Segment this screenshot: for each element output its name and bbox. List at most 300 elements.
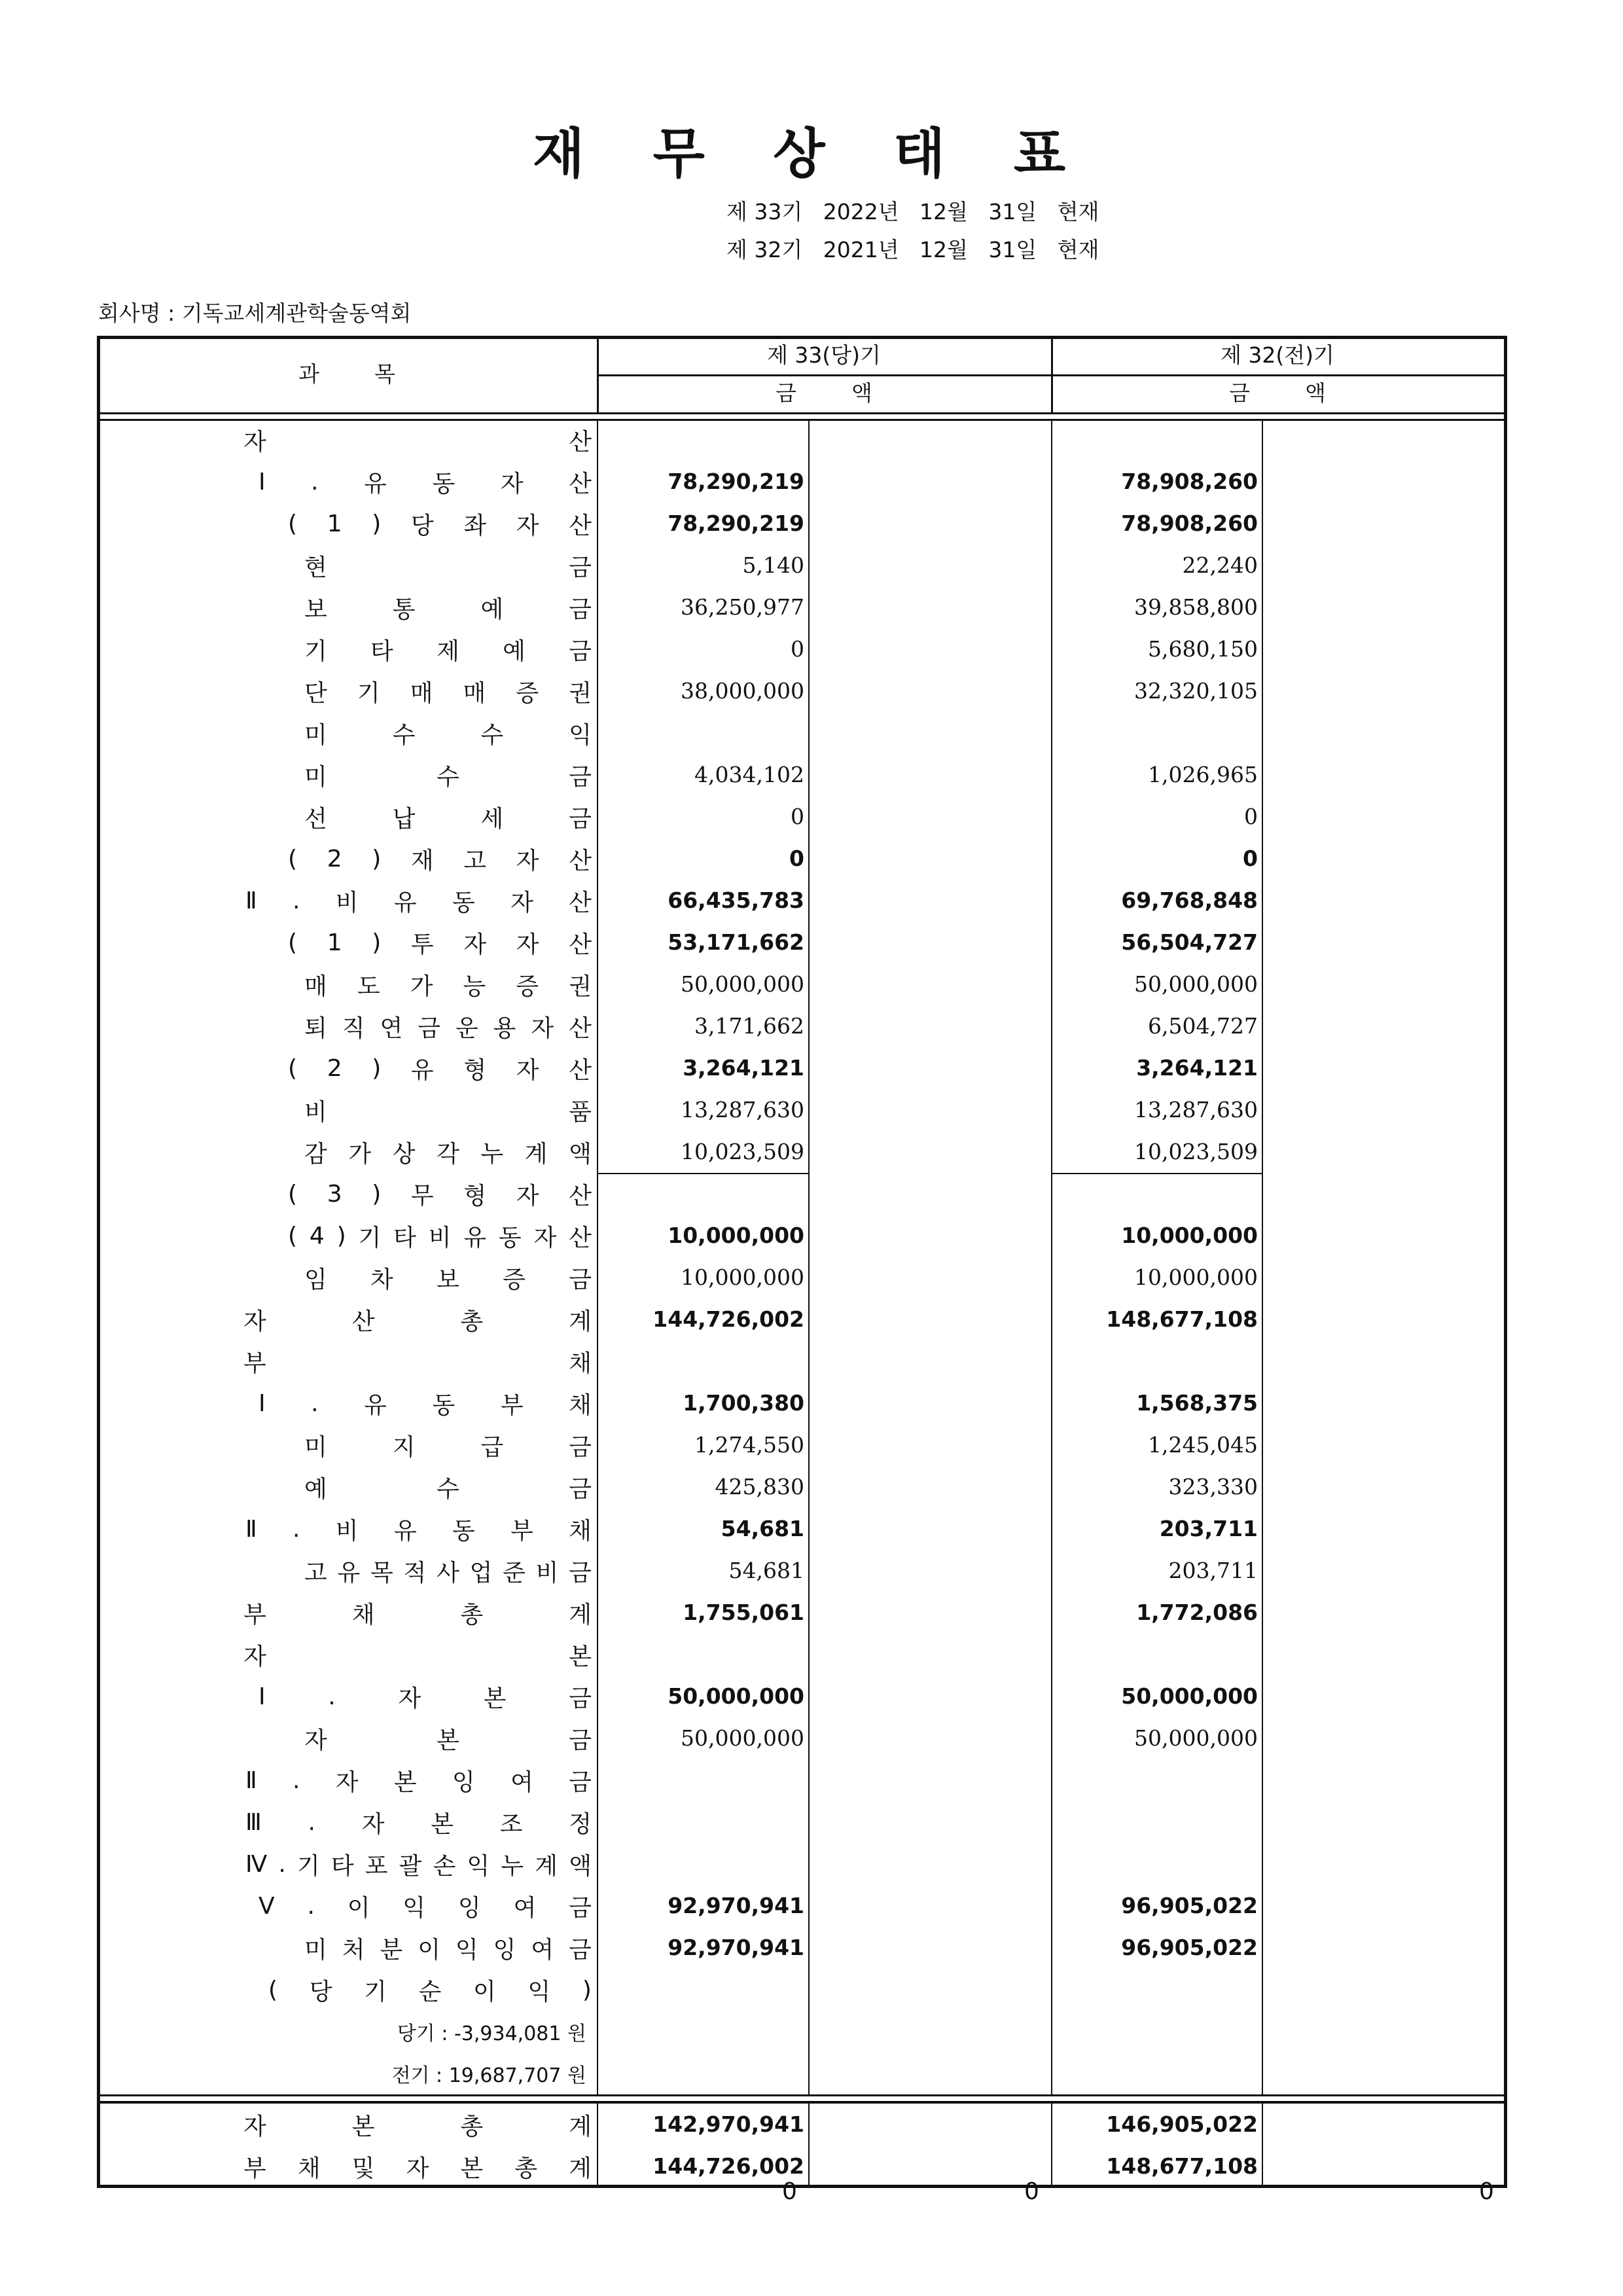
account-label (304, 1927, 592, 1969)
label-char: 기 (358, 1224, 382, 1251)
label-char: 동 (452, 889, 475, 916)
prior-amount: 1,245,045 (1148, 1432, 1258, 1458)
label-char: 부 (243, 1350, 266, 1377)
current-amount: 54,681 (721, 1516, 804, 1541)
label-char: 본 (569, 1643, 592, 1670)
label-char: 권 (569, 679, 592, 707)
current-amount: 5,140 (742, 552, 804, 578)
current-amount (597, 419, 804, 461)
label-char: 수 (392, 721, 416, 749)
column-line (1262, 419, 1263, 2094)
label-char: 누 (501, 1852, 524, 1880)
account-label (288, 922, 592, 963)
label-char: ( (288, 510, 298, 537)
label-char: 자 (516, 931, 539, 958)
label-char: 이 (347, 1894, 370, 1922)
label-char: Ⅲ (245, 1808, 262, 1836)
current-amount: 144,726,002 (652, 2153, 804, 2179)
prior-amount: 10,000,000 (1121, 1223, 1258, 1248)
account-label (304, 1131, 592, 1173)
label-char: 금 (569, 1685, 592, 1712)
label-char: 증 (516, 973, 539, 1000)
current-amount (597, 1634, 804, 1676)
label-char: 수 (437, 763, 459, 791)
prior-amount: 56,504,727 (1121, 929, 1258, 955)
label-char: 본 (437, 1727, 459, 1754)
label-char: 여 (510, 1768, 533, 1796)
account-label (259, 1885, 592, 1927)
account-label (304, 796, 592, 838)
label-char: ) (372, 1054, 382, 1082)
current-amount: 50,000,000 (681, 1725, 804, 1751)
label-char: 여 (531, 1936, 554, 1964)
current-amount: 10,023,509 (681, 1139, 804, 1164)
label-char: 산 (569, 889, 592, 916)
current-amount: 36,250,977 (681, 594, 804, 620)
prior-amount (1051, 1801, 1258, 1843)
label-char: 동 (432, 470, 455, 497)
label-char: 이 (473, 1978, 496, 2005)
label-char: 자 (304, 1727, 327, 1754)
account-label (288, 1173, 592, 1215)
current-amount: 0 (791, 804, 804, 829)
account-label (288, 1047, 592, 1089)
label-char: 사 (437, 1559, 459, 1587)
current-amount: 92,970,941 (668, 1935, 804, 1960)
label-char: 가 (348, 1140, 372, 1168)
current-amount: 38,000,000 (681, 678, 804, 704)
prior-period-header: 제 32(전)기 (1221, 342, 1334, 368)
prior-amount: 69,768,848 (1121, 888, 1258, 913)
label-char: 수 (437, 1475, 459, 1503)
label-char: 타 (370, 637, 393, 665)
label-char: 산 (569, 1182, 592, 1210)
prior-amount: 50,000,000 (1134, 971, 1258, 997)
label-char: 잉 (493, 1936, 516, 1964)
label-char: 산 (569, 1224, 592, 1251)
prior-amount (1051, 2011, 1258, 2053)
label-char: 익 (467, 1852, 490, 1880)
label-char: 자 (463, 931, 487, 958)
label-char: 부 (243, 2155, 266, 2182)
label-char: 예 (480, 596, 504, 623)
label-char: 제 (437, 637, 459, 665)
label-char: 동 (452, 1517, 475, 1545)
label-char: . (307, 1892, 315, 1920)
current-amount: 78,290,219 (668, 469, 804, 494)
label-char: 본 (483, 1685, 507, 1712)
label-char: 자 (243, 1308, 266, 1335)
label-char: 금 (569, 1936, 592, 1964)
label-char: 여 (513, 1894, 537, 1922)
label-char: 기 (296, 1852, 320, 1880)
label-char: 계 (535, 1852, 558, 1880)
label-char: . (328, 1683, 336, 1710)
label-char: 증 (503, 1266, 526, 1293)
account-label (304, 963, 592, 1005)
account-label (245, 1759, 592, 1801)
prior-amount (1051, 1173, 1258, 1215)
current-amount: 92,970,941 (668, 1893, 804, 1918)
account-label (259, 1676, 592, 1717)
label-char: 누 (480, 1140, 504, 1168)
label-char: 분 (380, 1936, 403, 1964)
label-char: 자 (361, 1810, 385, 1838)
label-char: 좌 (463, 512, 487, 539)
label-char: 괄 (399, 1852, 422, 1880)
label-char: Ⅰ (259, 1390, 266, 1417)
label-char: 금 (569, 805, 592, 833)
label-char: 기 (304, 637, 327, 665)
label-char: Ⅱ (245, 1515, 257, 1543)
label-char: 정 (569, 1810, 592, 1838)
label-char: Ⅱ (245, 1767, 257, 1794)
label-char: 비 (335, 889, 359, 916)
label-char: 이 (418, 1936, 440, 1964)
label-char: 동 (498, 1224, 522, 1251)
label-char: 비 (335, 1517, 359, 1545)
label-char: 산 (351, 1308, 375, 1335)
current-amount: 4,034,102 (694, 762, 804, 787)
label-char: 금 (569, 1475, 592, 1503)
label-char: 매 (410, 679, 433, 707)
current-amount: 10,000,000 (668, 1223, 804, 1248)
prior-amount (1051, 1843, 1258, 1885)
label-char: 잉 (457, 1894, 481, 1922)
account-label (304, 1005, 592, 1047)
label-char: 계 (569, 1601, 592, 1628)
prior-amount: 39,858,800 (1134, 594, 1258, 620)
label-char: 매 (304, 973, 327, 1000)
current-amount (597, 1969, 804, 2011)
label-char: 자 (510, 889, 533, 916)
current-amount: 1,700,380 (683, 1390, 804, 1416)
account-label (243, 1299, 592, 1340)
current-amount (597, 1340, 804, 1382)
column-line (1262, 2101, 1263, 2185)
header-rule (97, 412, 1504, 414)
label-char: 계 (569, 1308, 592, 1335)
label-char: ( (268, 1976, 278, 2003)
label-char: 본 (431, 1810, 454, 1838)
account-label (275, 2053, 597, 2094)
label-char: 익 (402, 1894, 426, 1922)
account-label (259, 461, 592, 503)
label-char: . (308, 1808, 315, 1836)
current-amount: 53,171,662 (668, 929, 804, 955)
label-char: 선 (304, 805, 327, 833)
label-char: 3 (327, 1180, 342, 1208)
label-char: 업 (469, 1559, 493, 1587)
label-char: Ⅰ (259, 1683, 266, 1710)
prior-amount: 32,320,105 (1134, 678, 1258, 704)
label-char: 유 (337, 1559, 361, 1587)
current-amount: 1,274,550 (694, 1432, 804, 1458)
label-char: 총 (460, 2113, 484, 2140)
label-char: 권 (569, 973, 592, 1000)
label-char: ( (288, 1054, 298, 1082)
current-amount: 3,264,121 (683, 1055, 804, 1081)
label-char: 형 (463, 1182, 487, 1210)
label-char: 보 (304, 596, 327, 623)
label-char: ( (288, 929, 298, 956)
label-char: 능 (463, 973, 486, 1000)
label-char: 적 (403, 1559, 427, 1587)
label-char: 타 (330, 1852, 354, 1880)
net-income-note: 전기 : 19,687,707 원 (391, 2064, 586, 2087)
label-char: 품 (569, 1098, 592, 1126)
current-amount: 10,000,000 (681, 1265, 804, 1290)
label-char: Ⅳ (245, 1850, 268, 1878)
label-char: 총 (460, 1308, 484, 1335)
label-char: 기 (357, 679, 380, 707)
label-char: ) (372, 845, 382, 872)
account-label (245, 1508, 592, 1550)
label-char: 수 (480, 721, 504, 749)
account-label (245, 1801, 592, 1843)
label-char: 액 (569, 1140, 592, 1168)
label-char: 잉 (452, 1768, 475, 1796)
account-label (304, 586, 592, 628)
prior-amount: 10,023,509 (1134, 1139, 1258, 1164)
label-char: 자 (516, 1182, 539, 1210)
label-char: 산 (569, 1056, 592, 1084)
prior-amount: 78,908,260 (1121, 511, 1258, 536)
company-name: 회사명 : 기독교세계관학술동역회 (98, 300, 412, 326)
label-char: 예 (503, 637, 526, 665)
label-char: 본 (460, 2155, 484, 2182)
label-char: 미 (304, 763, 327, 791)
label-char: 비 (428, 1224, 452, 1251)
label-char: 익 (569, 721, 592, 749)
label-char: . (293, 887, 300, 914)
label-char: . (293, 1767, 300, 1794)
label-char: 가 (410, 973, 433, 1000)
current-amount (597, 2053, 804, 2094)
label-char: 금 (569, 1433, 592, 1461)
prior-amount: 78,908,260 (1121, 469, 1258, 494)
prior-amount: 50,000,000 (1121, 1683, 1258, 1709)
label-char: 자 (398, 1685, 421, 1712)
prior-amount: 5,680,150 (1148, 636, 1258, 662)
label-char: 채 (569, 1391, 592, 1419)
label-char: 고 (304, 1559, 327, 1587)
label-char: 통 (392, 596, 416, 623)
prior-amount: 146,905,022 (1106, 2111, 1258, 2137)
label-char: 감 (304, 1140, 327, 1168)
account-label (243, 1634, 592, 1676)
label-char: 타 (393, 1224, 416, 1251)
table-left-border (97, 336, 100, 2188)
label-char: 형 (463, 1056, 487, 1084)
label-char: 상 (392, 1140, 416, 1168)
prior-amount: 50,000,000 (1134, 1725, 1258, 1751)
account-label (304, 545, 592, 586)
current-amount (597, 1843, 804, 1885)
label-char: 1 (327, 510, 342, 537)
current-amount: 0 (789, 846, 804, 871)
current-amount: 54,681 (728, 1558, 804, 1583)
prior-amount: 148,677,108 (1106, 2153, 1258, 2179)
label-char: 총 (514, 2155, 538, 2182)
label-char: 동 (432, 1391, 455, 1419)
label-char: 증 (516, 679, 539, 707)
label-char: 및 (351, 2155, 375, 2182)
label-char: 무 (410, 1182, 434, 1210)
label-char: 자 (406, 2155, 429, 2182)
footer-value: 0 (1479, 2178, 1494, 2205)
label-char: 금 (569, 1266, 592, 1293)
label-char: 납 (392, 805, 416, 833)
label-char: 순 (418, 1978, 442, 2005)
label-char: 채 (297, 2155, 321, 2182)
label-char: 익 (527, 1978, 551, 2005)
label-char: 자 (516, 847, 539, 874)
current-amount: 142,970,941 (652, 2111, 804, 2137)
net-income-note: 당기 : -3,934,081 원 (397, 2022, 586, 2045)
label-char: 기 (364, 1978, 387, 2005)
prior-amount: 22,240 (1182, 552, 1258, 578)
label-char: 금 (569, 637, 592, 665)
label-char: . (293, 1515, 300, 1543)
label-char: 금 (569, 1559, 592, 1587)
prior-amount: 203,711 (1159, 1516, 1258, 1541)
label-char: 자 (516, 1056, 539, 1084)
label-char: 본 (393, 1768, 417, 1796)
label-char: . (311, 468, 319, 495)
label-char: 부 (500, 1391, 524, 1419)
label-char: 유 (364, 1391, 387, 1419)
account-label (288, 838, 592, 880)
prior-amount: 1,026,965 (1148, 762, 1258, 787)
label-char: 계 (569, 2113, 592, 2140)
label-char: 미 (304, 1936, 327, 1964)
column-line (808, 2101, 810, 2185)
label-char: 유 (463, 1224, 487, 1251)
current-amount (597, 1759, 804, 1801)
subject-header: 과 목 (298, 361, 395, 387)
account-label (259, 1382, 592, 1424)
prior-amount (1051, 1759, 1258, 1801)
label-char: 용 (493, 1014, 516, 1042)
label-char: 비 (304, 1098, 327, 1126)
total-label (243, 2104, 592, 2145)
label-char: 금 (418, 1014, 440, 1042)
prior-amount: 203,711 (1168, 1558, 1258, 1583)
prior-amount: 0 (1243, 846, 1258, 871)
label-char: 자 (243, 2113, 266, 2140)
account-label (245, 880, 592, 922)
current-amount: 50,000,000 (681, 971, 804, 997)
label-char: 금 (569, 1894, 592, 1922)
label-char: 준 (503, 1559, 526, 1587)
label-char: 액 (569, 1852, 592, 1880)
prior-amount: 1,772,086 (1136, 1600, 1258, 1625)
current-amount (597, 2011, 804, 2053)
label-char: 1 (327, 929, 342, 956)
label-char: ( (288, 845, 298, 872)
label-char: ( (288, 1222, 298, 1249)
label-char: 채 (351, 1601, 375, 1628)
table-right-border (1504, 336, 1507, 2188)
label-char: ) (582, 1976, 592, 2003)
label-char: 지 (392, 1433, 416, 1461)
prior-amount-header: 금 액 (1229, 380, 1326, 406)
account-label (245, 1843, 592, 1885)
label-char: 도 (357, 973, 380, 1000)
label-char: 부 (243, 1601, 266, 1628)
label-char: 산 (569, 1014, 592, 1042)
label-char: Ⅴ (259, 1892, 275, 1920)
account-label (243, 1340, 592, 1382)
label-char: 산 (569, 470, 592, 497)
label-char: 4 (309, 1222, 325, 1249)
label-char: 매 (463, 679, 486, 707)
prior-amount: 1,568,375 (1136, 1390, 1258, 1416)
prior-amount (1051, 2053, 1258, 2094)
current-amount: 1,755,061 (683, 1600, 804, 1625)
label-char: 재 (410, 847, 434, 874)
label-char: 미 (304, 721, 327, 749)
current-amount: 66,435,783 (668, 888, 804, 913)
label-char: . (311, 1390, 319, 1417)
label-char: 단 (304, 679, 327, 707)
label-char: 채 (569, 1350, 592, 1377)
label-char: 현 (304, 554, 327, 581)
prior-amount: 6,504,727 (1148, 1013, 1258, 1039)
label-char: Ⅱ (245, 887, 257, 914)
footer-value: 0 (782, 2178, 797, 2205)
label-char: 자 (533, 1224, 557, 1251)
prior-amount: 96,905,022 (1121, 1893, 1258, 1918)
current-amount: 13,287,630 (681, 1097, 804, 1122)
label-char: 손 (433, 1852, 456, 1880)
current-period-header: 제 33(당)기 (767, 342, 881, 368)
label-char: 자 (335, 1768, 359, 1796)
account-label (304, 754, 592, 796)
label-char: 투 (410, 931, 434, 958)
prior-amount: 323,330 (1168, 1474, 1258, 1499)
label-char: 미 (304, 1433, 327, 1461)
label-char: 본 (351, 2113, 375, 2140)
account-label (304, 1550, 592, 1592)
label-char: 포 (365, 1852, 388, 1880)
label-char: 각 (437, 1140, 459, 1168)
account-label (304, 670, 592, 712)
current-amount: 425,830 (715, 1474, 804, 1499)
prior-amount (1051, 419, 1258, 461)
current-amount: 78,290,219 (668, 511, 804, 536)
total-label (243, 2145, 592, 2187)
account-label (304, 628, 592, 670)
current-amount: 144,726,002 (652, 1306, 804, 1332)
label-char: 자 (243, 428, 266, 456)
account-label (288, 1215, 592, 1257)
label-char: 계 (569, 2155, 592, 2182)
label-char: 산 (569, 512, 592, 539)
label-char: 산 (569, 847, 592, 874)
label-char: 유 (393, 889, 417, 916)
label-char: 금 (569, 554, 592, 581)
document-title: 재 무 상 태 표 (532, 123, 1091, 185)
label-char: 금 (569, 1768, 592, 1796)
label-char: 처 (342, 1936, 365, 1964)
label-char: 총 (460, 1601, 484, 1628)
label-char: 예 (304, 1475, 327, 1503)
label-char: 금 (569, 1727, 592, 1754)
label-char: 자 (516, 512, 539, 539)
label-char: 금 (569, 596, 592, 623)
